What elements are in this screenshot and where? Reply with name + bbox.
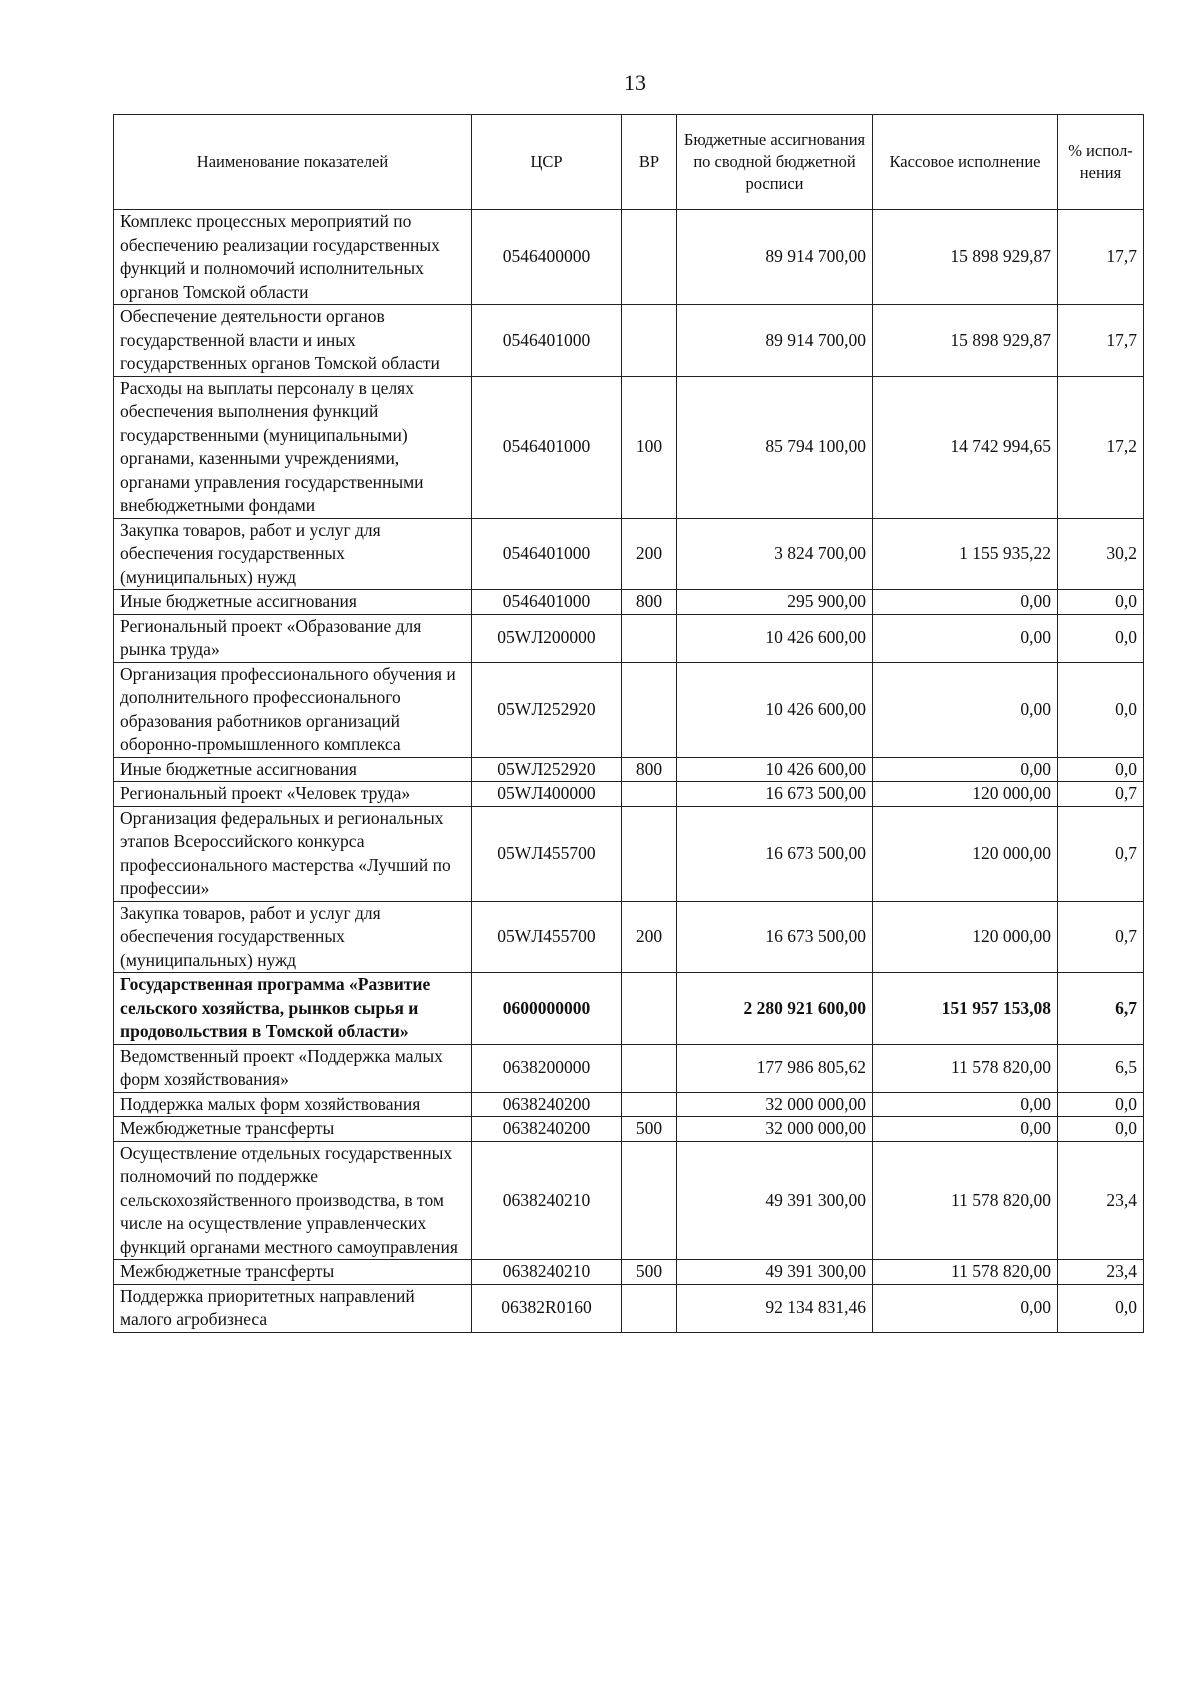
cell-vr (622, 614, 677, 662)
cell-vr (622, 1044, 677, 1092)
cell-csr: 0546401000 (472, 590, 622, 615)
cell-name: Иные бюджетные ассигнования (114, 757, 472, 782)
header-name: Наименование показателей (114, 115, 472, 210)
cell-budget: 177 986 805,62 (677, 1044, 873, 1092)
cell-vr (622, 1092, 677, 1117)
header-percent: % испол-нения (1058, 115, 1144, 210)
cell-name: Организация профессионального обучения и дополнительного профессионального образования работников организаций оборонно-промышленного комплекса (114, 662, 472, 757)
cell-name: Региональный проект «Образование для рынка труда» (114, 614, 472, 662)
table-row (114, 1117, 1144, 1142)
cell-budget: 3 824 700,00 (677, 518, 873, 590)
cell-cash: 0,00 (873, 614, 1058, 662)
cell-cash: 11 578 820,00 (873, 1141, 1058, 1260)
cell-csr: 0638240200 (472, 1117, 622, 1142)
table-row (114, 757, 1144, 782)
cell-vr (622, 973, 677, 1045)
header-cash: Кассовое исполнение (873, 115, 1058, 210)
cell-vr: 200 (622, 901, 677, 973)
cell-name: Государственная программа «Развитие сельского хозяйства, рынков сырья и продовольствия в Томской области» (114, 973, 472, 1045)
cell-cash: 120 000,00 (873, 901, 1058, 973)
cell-vr (622, 305, 677, 377)
cell-cash: 0,00 (873, 662, 1058, 757)
cell-csr: 05WЛ455700 (472, 901, 622, 973)
cell-cash: 0,00 (873, 757, 1058, 782)
cell-name: Осуществление отдельных государственных полномочий по поддержке сельскохозяйственного производства, в том числе на осуществление управленческих функций органами местного самоуправления (114, 1141, 472, 1260)
cell-csr: 0638200000 (472, 1044, 622, 1092)
cell-percent: 0,0 (1058, 1117, 1144, 1142)
table-row (114, 1260, 1144, 1285)
cell-percent: 0,7 (1058, 782, 1144, 807)
cell-percent: 17,7 (1058, 210, 1144, 305)
cell-csr: 0546400000 (472, 210, 622, 305)
header-budget: Бюджетные ассигнования по сводной бюджетной росписи (677, 115, 873, 210)
cell-budget: 10 426 600,00 (677, 662, 873, 757)
cell-vr: 200 (622, 518, 677, 590)
cell-cash: 0,00 (873, 1117, 1058, 1142)
cell-budget: 16 673 500,00 (677, 782, 873, 807)
cell-cash: 0,00 (873, 590, 1058, 615)
cell-vr: 800 (622, 590, 677, 615)
cell-vr: 500 (622, 1260, 677, 1285)
cell-vr: 800 (622, 757, 677, 782)
table-row (114, 590, 1144, 615)
cell-csr: 0638240210 (472, 1141, 622, 1260)
cell-name: Иные бюджетные ассигнования (114, 590, 472, 615)
cell-vr: 500 (622, 1117, 677, 1142)
cell-csr: 05WЛ200000 (472, 614, 622, 662)
budget-execution-table (113, 114, 1144, 1333)
cell-budget: 89 914 700,00 (677, 305, 873, 377)
table-header-row (114, 115, 1144, 210)
cell-vr (622, 1141, 677, 1260)
table-row (114, 1044, 1144, 1092)
cell-cash: 11 578 820,00 (873, 1260, 1058, 1285)
cell-percent: 0,0 (1058, 590, 1144, 615)
cell-name: Межбюджетные трансферты (114, 1260, 472, 1285)
cell-name: Региональный проект «Человек труда» (114, 782, 472, 807)
cell-percent: 0,0 (1058, 662, 1144, 757)
cell-cash: 0,00 (873, 1092, 1058, 1117)
cell-csr: 0638240210 (472, 1260, 622, 1285)
cell-cash: 1 155 935,22 (873, 518, 1058, 590)
cell-budget: 85 794 100,00 (677, 376, 873, 518)
cell-budget: 32 000 000,00 (677, 1092, 873, 1117)
cell-budget: 92 134 831,46 (677, 1284, 873, 1332)
cell-percent: 23,4 (1058, 1141, 1144, 1260)
cell-cash: 120 000,00 (873, 782, 1058, 807)
table-row (114, 305, 1144, 377)
cell-cash: 15 898 929,87 (873, 305, 1058, 377)
table-row (114, 1092, 1144, 1117)
table-row (114, 662, 1144, 757)
cell-percent: 0,0 (1058, 757, 1144, 782)
table-row (114, 518, 1144, 590)
cell-vr (622, 662, 677, 757)
table-body (114, 210, 1144, 1333)
cell-percent: 17,2 (1058, 376, 1144, 518)
cell-budget: 16 673 500,00 (677, 806, 873, 901)
cell-name: Обеспечение деятельности органов государственной власти и иных государственных органов Томской области (114, 305, 472, 377)
header-csr: ЦСР (472, 115, 622, 210)
cell-name: Расходы на выплаты персоналу в целях обеспечения выполнения функций государственными (муниципальными) органами, казенными учреждениями, органами управления государственными внебюджетными фондами (114, 376, 472, 518)
table-row (114, 782, 1144, 807)
table-row (114, 901, 1144, 973)
cell-name: Закупка товаров, работ и услуг для обеспечения государственных (муниципальных) нужд (114, 518, 472, 590)
cell-name: Комплекс процессных мероприятий по обеспечению реализации государственных функций и полномочий исполнительных органов Томской области (114, 210, 472, 305)
header-vr: ВР (622, 115, 677, 210)
cell-name: Организация федеральных и региональных этапов Всероссийского конкурса профессионального мастерства «Лучший по профессии» (114, 806, 472, 901)
table-row (114, 614, 1144, 662)
cell-cash: 0,00 (873, 1284, 1058, 1332)
table-row (114, 376, 1144, 518)
cell-vr (622, 1284, 677, 1332)
cell-cash: 120 000,00 (873, 806, 1058, 901)
cell-percent: 6,7 (1058, 973, 1144, 1045)
cell-percent: 30,2 (1058, 518, 1144, 590)
cell-percent: 0,0 (1058, 1284, 1144, 1332)
cell-budget: 32 000 000,00 (677, 1117, 873, 1142)
cell-csr: 0546401000 (472, 305, 622, 377)
cell-budget: 49 391 300,00 (677, 1260, 873, 1285)
cell-budget: 49 391 300,00 (677, 1141, 873, 1260)
cell-vr (622, 210, 677, 305)
cell-percent: 17,7 (1058, 305, 1144, 377)
table-row (114, 1284, 1144, 1332)
table-row (114, 806, 1144, 901)
cell-budget: 16 673 500,00 (677, 901, 873, 973)
cell-percent: 0,0 (1058, 614, 1144, 662)
cell-csr: 05WЛ252920 (472, 757, 622, 782)
table-row (114, 973, 1144, 1045)
cell-name: Межбюджетные трансферты (114, 1117, 472, 1142)
cell-percent: 6,5 (1058, 1044, 1144, 1092)
cell-csr: 06382R0160 (472, 1284, 622, 1332)
cell-budget: 2 280 921 600,00 (677, 973, 873, 1045)
cell-name: Закупка товаров, работ и услуг для обеспечения государственных (муниципальных) нужд (114, 901, 472, 973)
cell-percent: 0,7 (1058, 806, 1144, 901)
page-number: 13 (624, 70, 646, 95)
cell-cash: 151 957 153,08 (873, 973, 1058, 1045)
cell-percent: 0,7 (1058, 901, 1144, 973)
cell-budget: 89 914 700,00 (677, 210, 873, 305)
cell-name: Поддержка малых форм хозяйствования (114, 1092, 472, 1117)
cell-budget: 10 426 600,00 (677, 614, 873, 662)
cell-cash: 11 578 820,00 (873, 1044, 1058, 1092)
cell-vr (622, 782, 677, 807)
cell-name: Ведомственный проект «Поддержка малых форм хозяйствования» (114, 1044, 472, 1092)
cell-csr: 05WЛ455700 (472, 806, 622, 901)
cell-percent: 0,0 (1058, 1092, 1144, 1117)
cell-csr: 0600000000 (472, 973, 622, 1045)
cell-budget: 295 900,00 (677, 590, 873, 615)
cell-cash: 15 898 929,87 (873, 210, 1058, 305)
cell-csr: 0546401000 (472, 518, 622, 590)
table-row (114, 210, 1144, 305)
cell-csr: 05WЛ400000 (472, 782, 622, 807)
cell-name: Поддержка приоритетных направлений малого агробизнеса (114, 1284, 472, 1332)
cell-cash: 14 742 994,65 (873, 376, 1058, 518)
cell-csr: 05WЛ252920 (472, 662, 622, 757)
cell-budget: 10 426 600,00 (677, 757, 873, 782)
cell-csr: 0546401000 (472, 376, 622, 518)
cell-vr: 100 (622, 376, 677, 518)
cell-percent: 23,4 (1058, 1260, 1144, 1285)
cell-csr: 0638240200 (472, 1092, 622, 1117)
table-row (114, 1141, 1144, 1260)
cell-vr (622, 806, 677, 901)
